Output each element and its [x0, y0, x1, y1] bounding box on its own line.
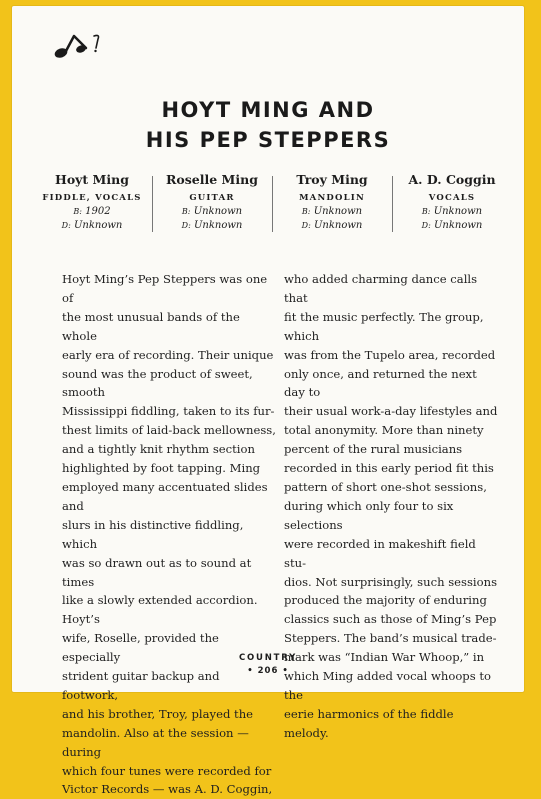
member-name: A. D. Coggin: [408, 172, 496, 187]
died-label: D:: [181, 221, 191, 230]
footer-section-name: COUNTRY: [238, 653, 298, 663]
died-value: Unknown: [73, 220, 123, 231]
member-born: [272, 205, 392, 219]
member-died: [32, 219, 152, 233]
born-label: B:: [301, 207, 311, 216]
member-role: GUITAR: [189, 193, 235, 203]
member-died: [392, 219, 512, 233]
member-name: Hoyt Ming: [55, 172, 129, 187]
member-name: Troy Ming: [296, 172, 368, 187]
died-value: Unknown: [313, 220, 363, 231]
member-born: [152, 205, 272, 219]
member-role: FIDDLE, VOCALS: [42, 193, 142, 203]
died-label: D:: [301, 221, 311, 230]
born-label: B:: [421, 207, 431, 216]
born-label: B:: [181, 207, 191, 216]
title-line-1: HOYT MING AND: [161, 98, 375, 122]
born-label: B:: [73, 207, 82, 216]
died-value: Unknown: [433, 220, 483, 231]
body-column-right: who added charming dance calls that fit the music perfectly. The group, which was from the Tupelo area, recorded only once, and returned the next day to their usual work-a-day lifestyles and total anonymity. More than ninety percent of the rural musicians recorded in this early period fit this pattern of short one-shot sessions, during which only four to six selections were recorded in makeshift field stu- dios. Not surprisingly, such sessions produced the majority of enduring classics such as those of Ming’s Pep Steppers. The band’s musical trade- mark was “Indian War Whoop,” in which Ming added vocal whoops to the eerie harmonics of the fiddle melody.: [284, 272, 498, 740]
born-value: Unknown: [313, 206, 363, 217]
page: [12, 6, 524, 797]
member-born: [392, 205, 512, 219]
member-troy-ming: [272, 172, 392, 233]
born-value: 1902: [85, 206, 111, 217]
member-born: [32, 205, 152, 219]
born-value: Unknown: [193, 206, 243, 217]
page-number: • 206 •: [247, 666, 289, 676]
died-label: D:: [421, 221, 431, 230]
member-died: [272, 219, 392, 233]
member-a-d-coggin: [392, 172, 512, 233]
member-role: VOCALS: [428, 193, 476, 203]
title-line-2: HIS PEP STEPPERS: [145, 128, 391, 152]
member-credits: [32, 172, 512, 242]
member-roselle-ming: [152, 172, 272, 233]
music-note-icon: [52, 28, 102, 62]
member-name: Roselle Ming: [166, 172, 258, 187]
born-value: Unknown: [433, 206, 483, 217]
member-hoyt-ming: [32, 172, 152, 233]
body-column-left: Hoyt Ming’s Pep Steppers was one of the most unusual bands of the whole early era of recording. Their unique sound was the product of sweet, smooth Mississippi fiddling, taken to its fur- thest limits of laid-back mellowness, and a tightly knit rhythm section highlighted by foot tapping. Ming employed many accentuated slides and slurs in his distinctive fiddling, which was so drawn out as to sound at times like a slowly extended accordion. Hoyt’s wife, Roselle, provided the especially strident guitar backup and footwork, and his brother, Troy, played the mandolin. Also at the session — during which four tunes were recorded for Victor Records — was A. D. Coggin,: [62, 272, 276, 797]
died-label: D:: [61, 221, 71, 230]
died-value: Unknown: [193, 220, 243, 231]
member-role: MANDOLIN: [299, 193, 365, 203]
member-died: [152, 219, 272, 233]
